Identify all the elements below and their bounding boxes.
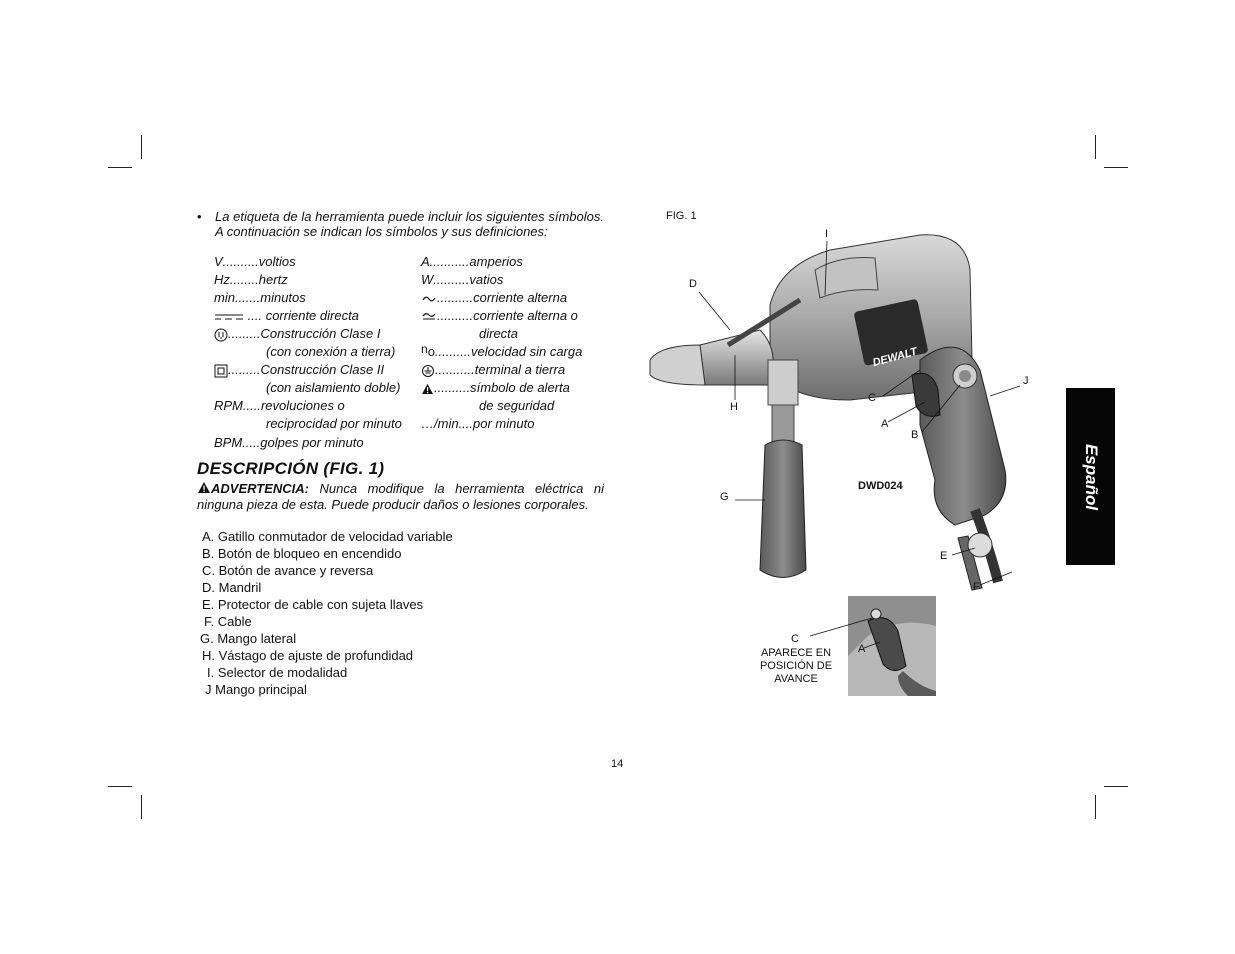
leader-dots: .......... [437,308,474,323]
symbol-definition: Construcción Clase I [260,326,381,341]
warning-paragraph [197,481,604,513]
symbol-definition-cont: (con conexión a tierra) [266,344,396,359]
leader-dots: ........ [229,272,259,287]
earth-terminal-icon [421,364,435,378]
side-handle-collar [768,360,798,405]
crop-mark [1104,167,1128,168]
leader-dots: ......... [228,326,261,341]
alternating-current-icon [421,294,437,304]
symbol-row [421,290,567,305]
leader-dots: ....... [234,290,261,305]
symbol-definition: Construcción Clase II [260,362,385,377]
crop-mark [108,167,132,168]
symbol-key: …/min [421,416,459,431]
crop-mark [141,795,142,819]
symbol-definition: corriente alterna [473,290,568,305]
callout-f: F [973,581,980,593]
list-item: G. Mango lateral [200,631,297,646]
callout-a: A [881,418,889,430]
leader-dots: .......... [437,290,474,305]
symbol-definition: por minuto [473,416,535,431]
crop-mark [1095,795,1096,819]
callout-b: B [911,429,919,441]
symbol-row [214,308,359,323]
ac-dc-icon [421,312,437,322]
crop-mark [1095,135,1096,159]
warning-text: Nunca modifique la herramienta eléctrica ni ninguna pieza de esta. Puede producir daños o lesiones corporales. [197,481,604,512]
callout-i: I [825,228,829,240]
inset-caption: APARECE EN POSICIÓN DE AVANCE [759,647,833,685]
leader-dots: ..... [242,398,261,413]
warning-triangle-icon [421,383,434,395]
symbols-intro [197,209,604,239]
direct-current-icon [214,312,244,322]
list-item: H. Vástago de ajuste de profundidad [202,648,414,663]
language-tab [1066,388,1115,565]
symbol-definition: voltios [258,254,296,269]
symbol-row [214,290,306,305]
list-item: A. Gatillo conmutador de velocidad variable [202,529,453,544]
leader-dots: .... [458,416,474,431]
symbol-row [266,380,400,395]
symbol-row [266,416,402,431]
class-1-construction-icon [214,328,228,342]
symbol-definition: hertz [258,272,288,287]
figure-label: FIG. 1 [666,210,697,222]
no-load-speed-icon: n [421,342,428,356]
list-item: D. Mandril [202,580,262,595]
section-heading: DESCRIPCIÓN (FIG. 1) [197,459,385,478]
leader-dots: ........... [429,254,470,269]
model-number: DWD024 [858,480,903,492]
inset-callout-a: A [858,643,866,655]
symbol-row [421,308,578,323]
leader-dots: .......... [434,344,472,359]
warning-triangle-icon [197,481,211,494]
callout-g: G [720,491,729,503]
symbol-key: RPM [214,398,243,413]
symbol-row [421,272,503,287]
chuck-tip [650,345,705,385]
chuck-key-holder [968,533,992,557]
parts-list [200,528,453,698]
crop-mark [108,786,132,787]
warning-label: ADVERTENCIA: [211,481,309,496]
leader-dots: .......... [434,380,471,395]
symbol-definition: corriente alterna o [473,308,578,323]
symbol-definition: revoluciones o [260,398,345,413]
symbol-row [479,326,518,341]
brand-logo: DEWALT [871,345,919,370]
symbol-definition: velocidad sin carga [471,344,583,359]
symbol-definition-cont: de seguridad [479,398,555,413]
symbol-definition-cont: reciprocidad por minuto [266,416,402,431]
symbol-definition: minutos [260,290,306,305]
lock-on-button-center [959,370,971,382]
symbol-definition: golpes por minuto [260,435,364,450]
symbol-row [214,254,296,269]
symbol-row [214,272,288,287]
symbol-key: W [421,272,434,287]
symbol-row [266,344,395,359]
side-handle-grip [760,440,806,578]
symbol-definition: terminal a tierra [474,362,566,377]
inset-callout-c: C [791,633,799,645]
symbol-definition: símbolo de alerta [470,380,570,395]
callout-d: D [689,278,697,290]
list-item: J Mango principal [205,682,307,697]
callout-h: H [730,401,738,413]
symbol-row [421,416,534,431]
intro-text: La etiqueta de la herramienta puede incluir los siguientes símbolos. A continuación se indican los símbolos y sus definiciones: [215,209,604,239]
bullet-icon: • [197,209,202,224]
list-item: E. Protector de cable con sujeta llaves [202,597,424,612]
symbol-key: V [214,254,223,269]
symbol-definition-cont: directa [479,326,519,341]
intro-paragraph [197,209,604,239]
language-tab-label: Español [1081,443,1101,510]
symbol-key: BPM [214,435,243,450]
symbol-row [421,380,570,395]
list-item: I. Selector de modalidad [207,665,348,680]
callout-j: J [1023,375,1029,387]
list-item: B. Botón de bloqueo en encendido [202,546,402,561]
callout-e: E [940,550,948,562]
callout-c: C [868,392,876,404]
symbol-definition: corriente directa [265,308,359,323]
symbol-key: min [214,290,235,305]
symbol-definition: amperios [469,254,523,269]
symbol-row [214,435,364,450]
crop-mark [141,135,142,159]
symbol-definition: vatios [469,272,504,287]
symbol-row [214,362,384,378]
symbol-row [214,398,345,413]
leader-dots: ........... [435,362,475,377]
leader-dots: ......... [228,362,261,377]
side-handle-shaft [772,405,794,445]
leader-dots: .......... [433,272,470,287]
symbol-definition-cont: (con aislamiento doble) [266,380,401,395]
symbol-row [214,326,380,342]
symbol-key: o [427,344,435,359]
leader-dots: .......... [222,254,259,269]
crop-mark [1104,786,1128,787]
symbol-row [421,362,565,378]
symbol-key: A [421,254,430,269]
leader-dots: .... [247,308,263,323]
symbol-row [421,254,523,269]
list-item: C. Botón de avance y reversa [202,563,374,578]
page-number: 14 [611,758,624,770]
symbol-row [479,398,554,413]
leader-dots: ..... [242,435,261,450]
list-item: F. Cable [204,614,252,629]
class-2-construction-icon [214,364,228,378]
symbol-row [421,344,582,359]
symbol-key: Hz [214,272,230,287]
